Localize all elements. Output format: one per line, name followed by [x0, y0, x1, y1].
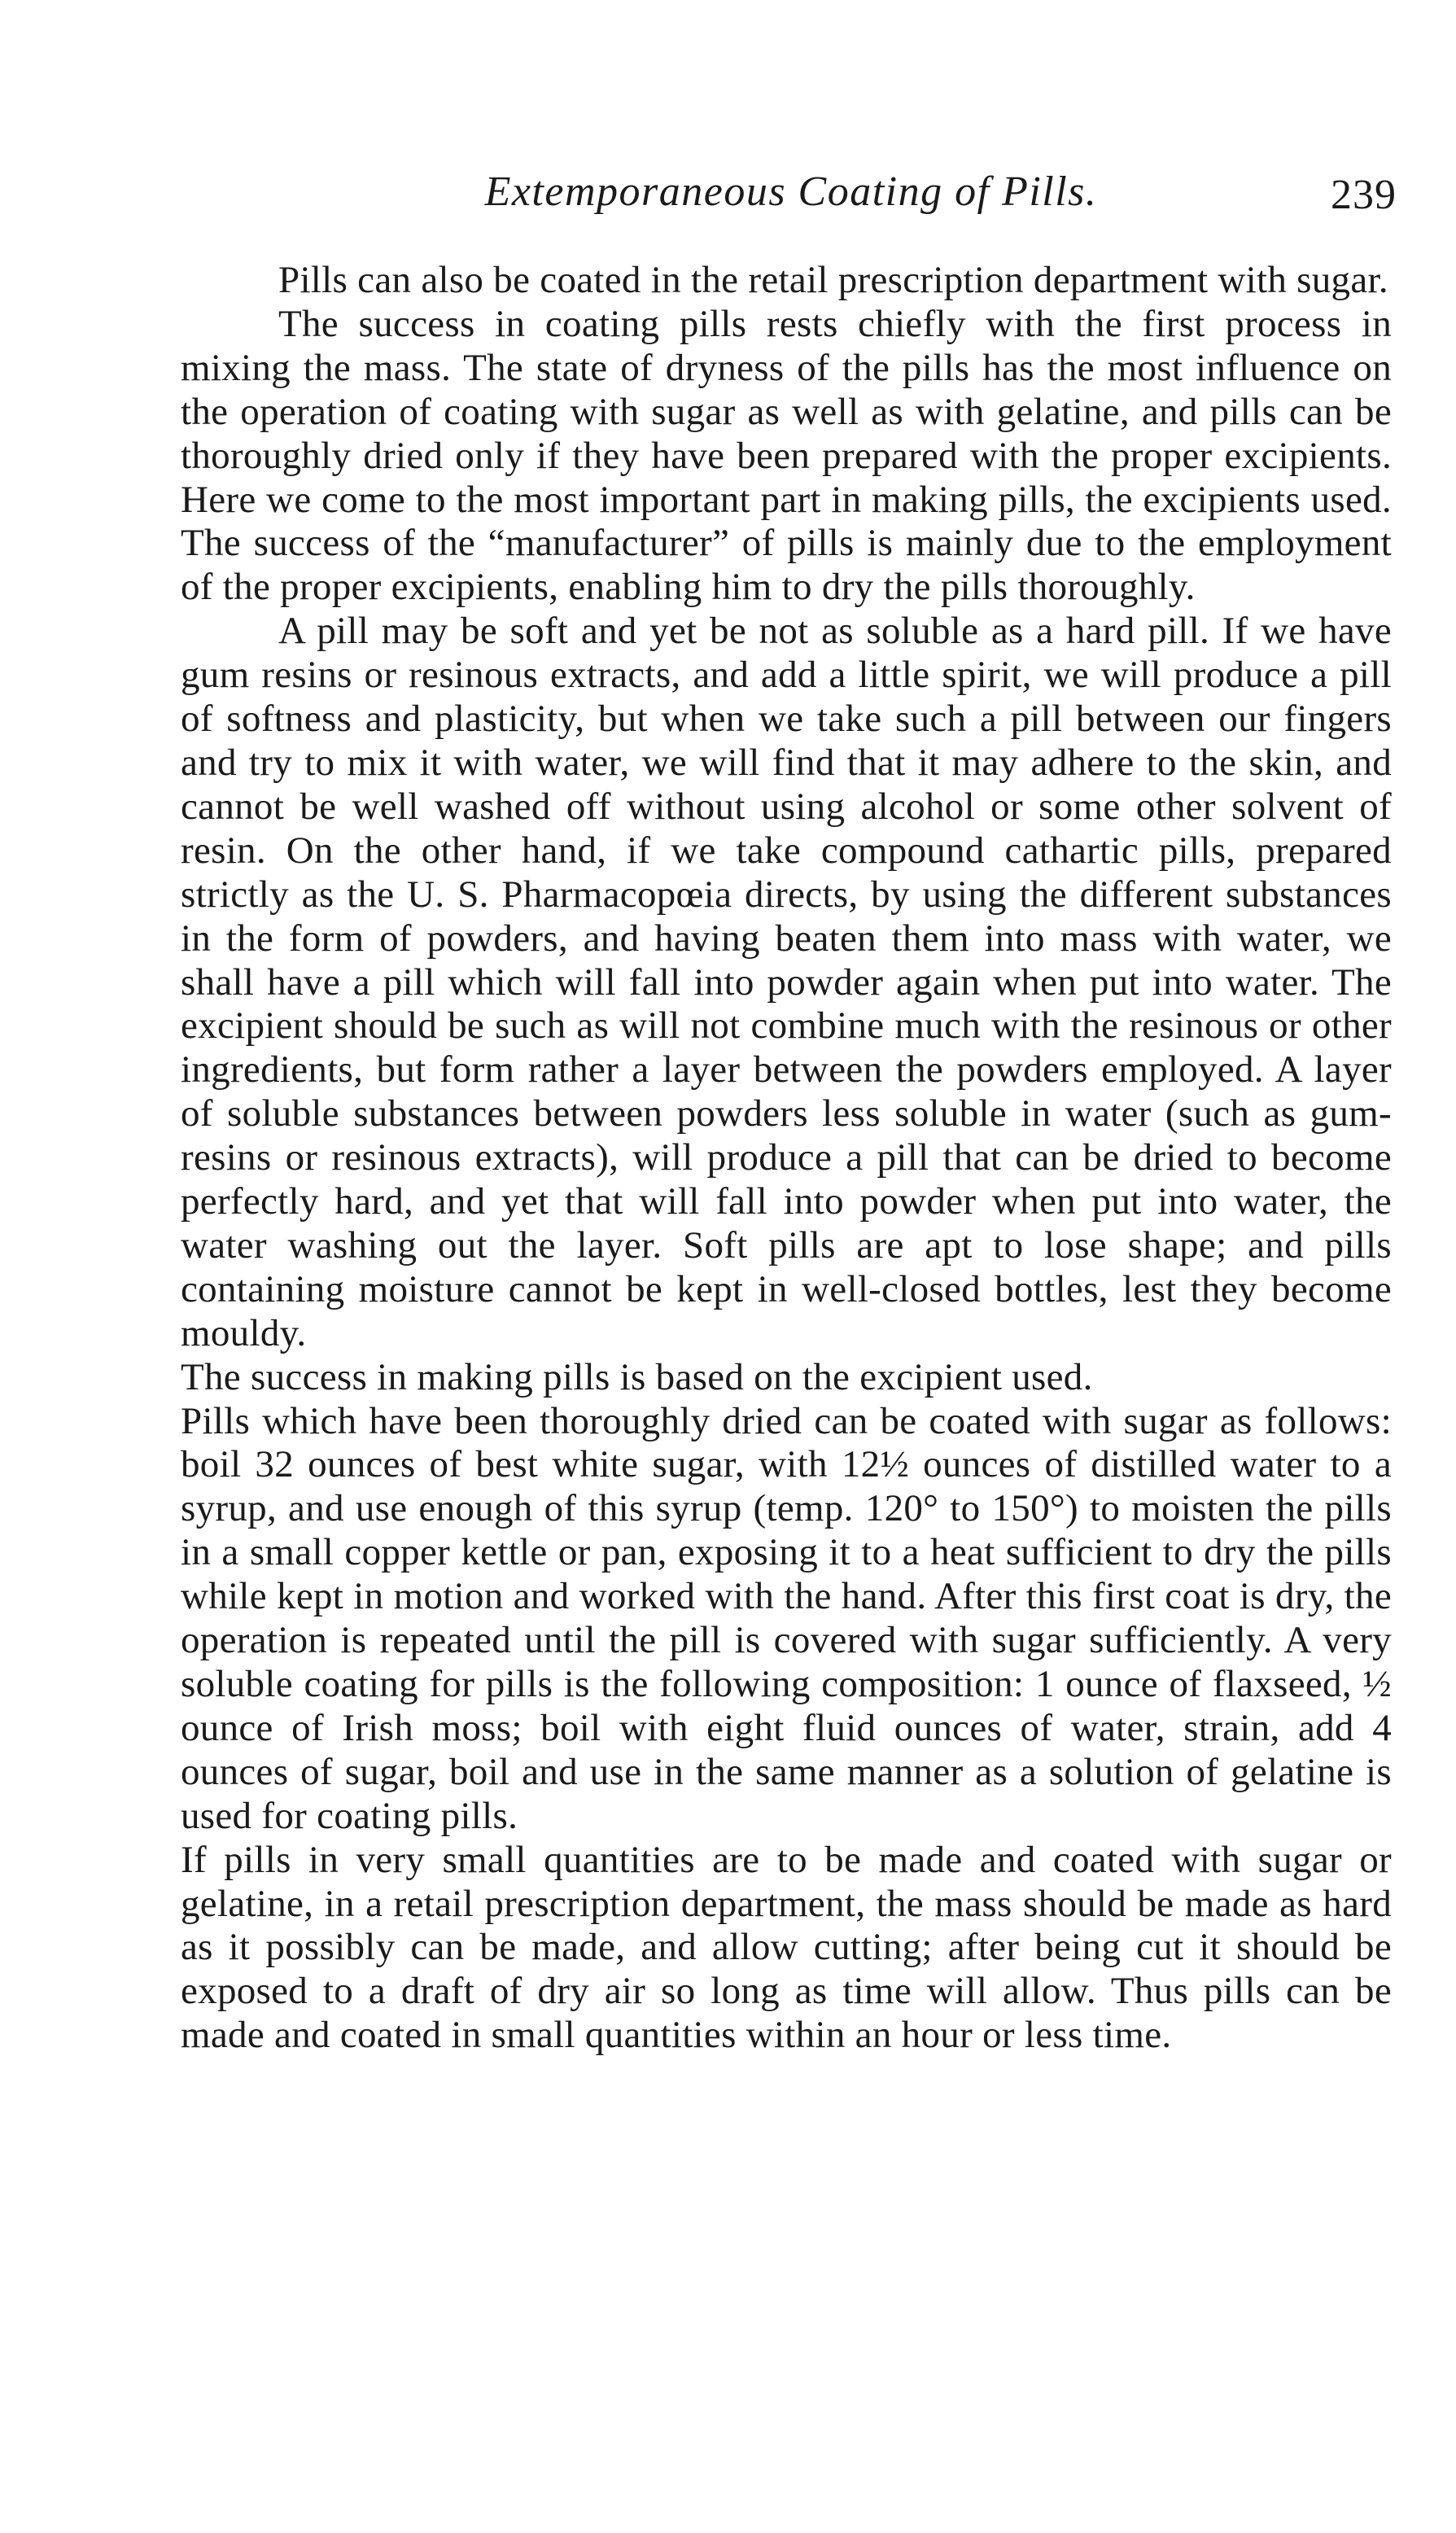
paragraph-soft-vs-hard-pills: A pill may be soft and yet be not as soluble as a hard pill. If we have gum resins or resinous extracts, and add a little spirit, we will produce a pill of softness and plasticity, but when we take such a pill between our fingers and try to mix it with water, we will find that it may adhere to the skin, and cannot be well washed off without using alcohol or some other solvent of resin. On the other hand, if we take compound cathartic pills, prepared strictly as the U. S. Pharmacopœia directs, by using the different substances in the form of powders, and having beaten them into mass with water, we shall have a pill which will fall into powder again when put into water. The excipient should be such as will not combine much with the resinous or other ingredients, but form rather a layer between the powders employed. A layer of soluble substances between powders less soluble in water (such as gum-resins or resinous extracts), will produce a pill that can be dried to become perfectly hard, and yet that will fall into powder when put into water, the water washing out the layer. Soft pills are apt to lose shape; and pills containing moisture cannot be kept in well-closed bottles, lest they become mouldy. — [181, 610, 1392, 1354]
paragraph-excipient-basis: The success in making pills is based on the excipient used. — [181, 1355, 1093, 1398]
paragraph-small-quantities: If pills in very small quantities are to be made and coated with sugar or gelatine, in a retail prescription department, the mass should be made as hard as it possibly can be made, and allow cutting; after being cut it should be exposed to a draft of dry air so long as time will allow. Thus pills can be made and coated in small quantities within an hour or less time. — [181, 1838, 1392, 2057]
paragraph-coating-success: The success in coating pills rests chiefly with the first process in mixing the mass. The state of dryness of the pills has the most influence on the operation of coating with sugar as well as with gelatine, and pills can be thoroughly dried only if they have been prepared with the proper excipients. Here we come to the most important part in making pills, the excipients used. The success of the “manufacturer” of pills is mainly due to the employment of the proper excipients, enabling him to dry the pills thoroughly. — [181, 302, 1392, 609]
paragraph-sugar-coating-method: Pills which have been thoroughly dried can be coated with sugar as follows: boil 32 ounces of best white sugar, with 12½ ounces of distilled water to a syrup, and use enough of this syrup (temp. 120° to 150°) to moisten the pills in a small copper kettle or pan, exposing it to a heat sufficient to dry the pills while kept in motion and worked with the hand. After this first coat is dry, the operation is repeated until the pill is covered with sugar sufficiently. A very soluble coating for pills is the following composition: 1 ounce of flaxseed, ½ ounce of Irish moss; boil with eight fluid ounces of water, strain, add 4 ounces of sugar, boil and use in the same manner as a solution of gelatine is used for coating pills. — [181, 1399, 1392, 1837]
page-number: 239 — [1331, 172, 1397, 218]
body-text — [181, 259, 1392, 2058]
running-title: Extemporaneous Coating of Pills. — [484, 168, 1098, 215]
paragraph-sugar-coating-intro: Pills can also be coated in the retail prescription department with sugar. — [278, 259, 1388, 301]
page-header — [186, 168, 1397, 225]
